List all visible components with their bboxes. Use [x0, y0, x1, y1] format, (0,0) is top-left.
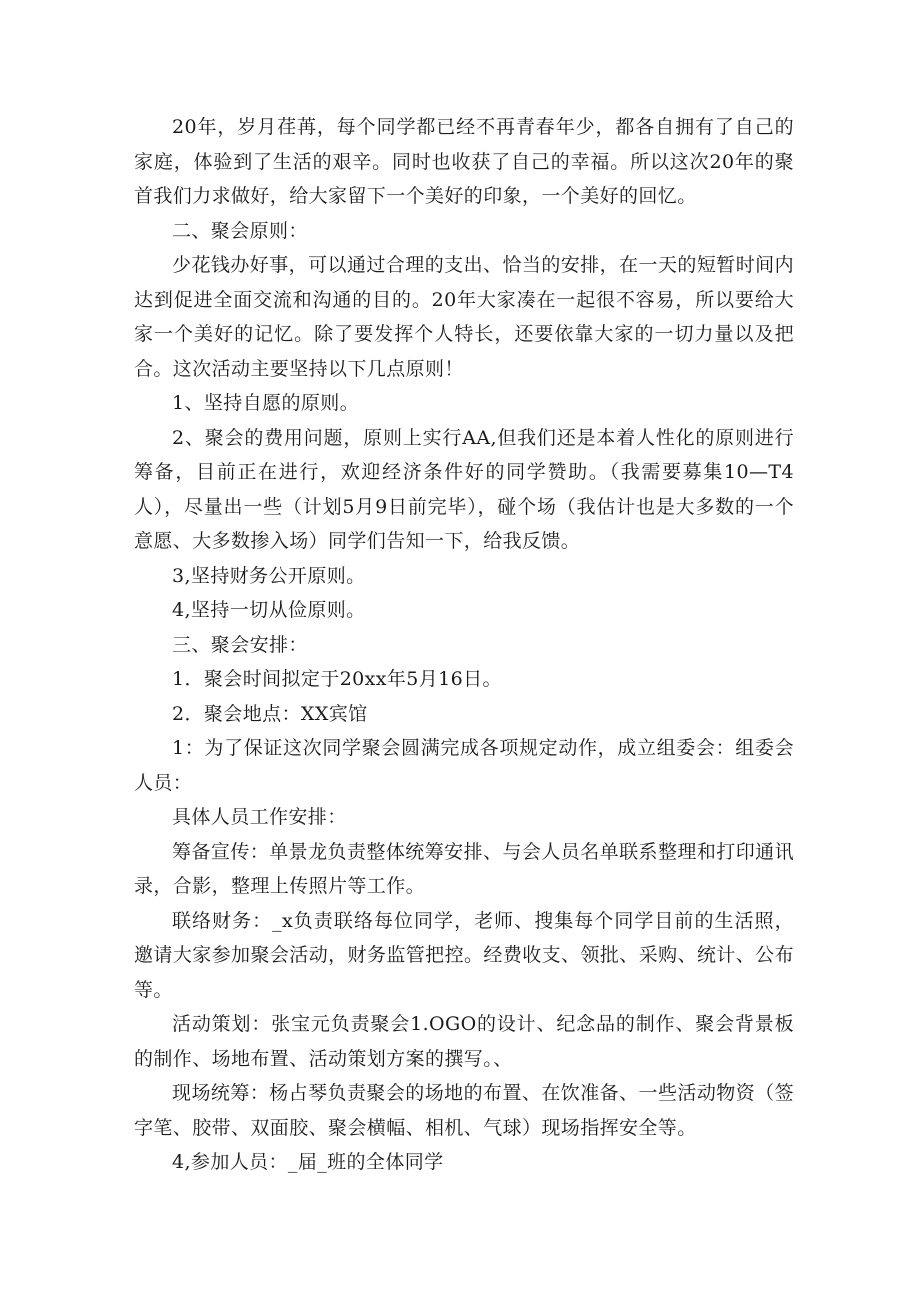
intro-paragraph: 20年，岁月荏苒，每个同学都已经不再青春年少，都各自拥有了自己的家庭，体验到了生活的艰辛。同时也收获了自己的幸福。所以这次20年的聚首我们力求做好，给大家留下一个美好的印象，一个美好的回忆。	[134, 116, 794, 207]
staff-arrangement-heading: 具体人员工作安排：	[172, 806, 347, 828]
organizing-committee: 1：为了保证这次同学聚会圆满完成各项规定动作，成立组委会：组委会人员：	[134, 737, 794, 794]
principle-item-1: 1、坚持自愿的原则。	[172, 392, 360, 414]
role-publicity: 筹备宣传：单景龙负责整体统筹安排、与会人员名单联系整理和打印通讯录，合影，整理上传照片等工作。	[134, 840, 794, 897]
arrangement-time: 1．聚会时间拟定于20xx年5月16日。	[172, 668, 502, 690]
section-heading-arrangement: 三、聚会安排：	[172, 633, 308, 656]
principle-item-4: 4,坚持一切从俭原则。	[172, 599, 366, 621]
principles-paragraph: 少花钱办好事，可以通过合理的支出、恰当的安排，在一天的短暂时间内达到促进全面交流和沟通的目的。20年大家凑在一起很不容易，所以要给大家一个美好的记忆。除了要发挥个人特长，还要依靠大家的一切力量以及把合。这次活动主要坚持以下几点原则！	[134, 254, 794, 380]
principle-item-2: 2、聚会的费用问题，原则上实行AA,但我们还是本着人性化的原则进行筹备，目前正在进行，欢迎经济条件好的同学赞助。（我需要募集10—T4人），尽量出一些（计划5月9日前完毕），碰个场（我估计也是大多数的一个意愿、大多数掺入场）同学们告知一下，给我反馈。	[134, 426, 794, 552]
role-planning: 活动策划：张宝元负责聚会1.OGO的设计、纪念品的制作、聚会背景板的制作、场地布置、活动策划方案的撰写。、	[134, 1013, 794, 1070]
arrangement-location: 2．聚会地点：XX宾馆	[172, 702, 368, 725]
role-onsite: 现场统筹：杨占琴负责聚会的场地的布置、在饮准备、一些活动物资（签字笔、胶带、双面胶、聚会横幅、相机、气球）现场指挥安全等。	[134, 1082, 794, 1139]
role-finance: 联络财务：_x负责联络每位同学，老师、搜集每个同学目前的生活照，邀请大家参加聚会活动，财务监管把控。经费收支、领批、采购、统计、公布等。	[134, 909, 794, 1001]
principle-item-3: 3,坚持财务公开原则。	[172, 564, 366, 587]
section-heading-principles: 二、聚会原则：	[172, 219, 308, 242]
document-body	[134, 110, 794, 1180]
participants: 4,参加人员：_届_班的全体同学	[172, 1151, 444, 1173]
